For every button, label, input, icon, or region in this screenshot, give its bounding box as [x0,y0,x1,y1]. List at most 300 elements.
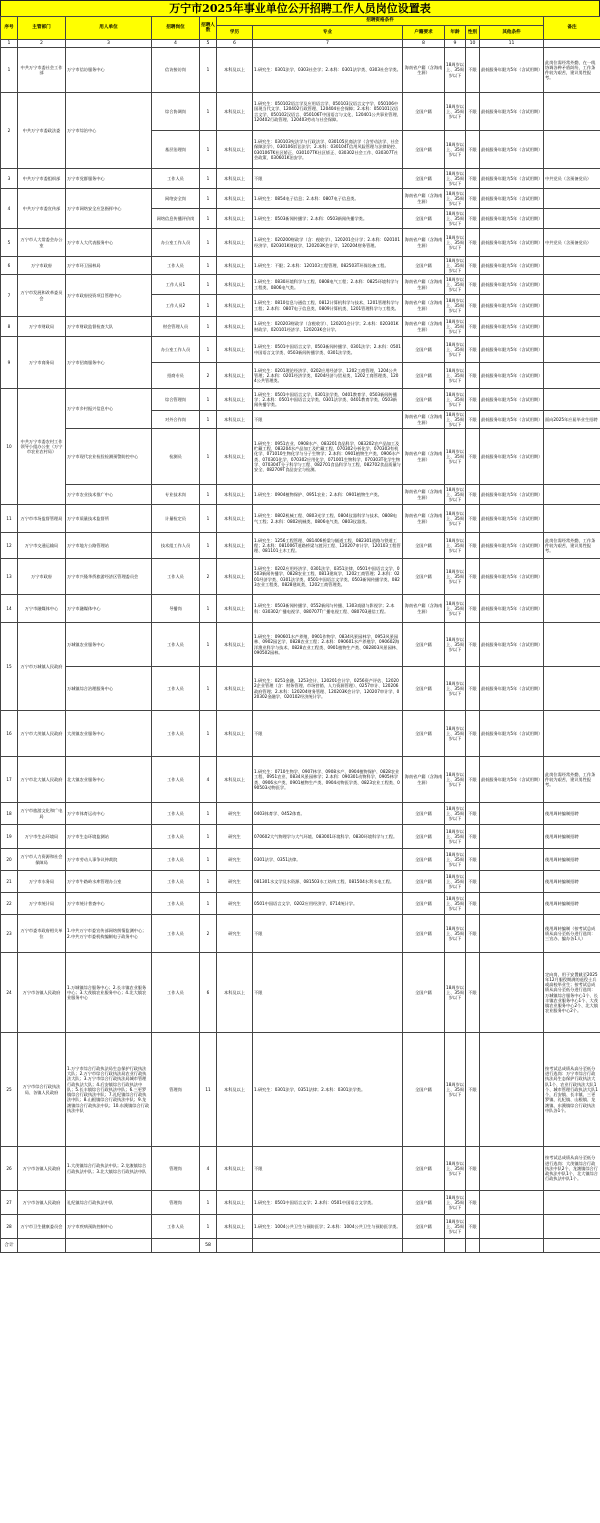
cell-hukou: 全国户籍 [403,559,445,595]
cell-employer: 万宁市疾病预防控制中心 [66,1215,152,1239]
cell-count: 1 [200,229,217,257]
cell-hukou: 海南省户籍（含海南生源） [403,48,445,93]
cell-remark [544,505,600,533]
cell-major: 1.研究生：不限；2.本科：120103工程管理、082503T环保设备工程。 [253,257,403,275]
cell-remark [544,1191,600,1215]
cell-age: 18周岁以上、35周岁以下 [445,337,466,363]
cell-gender: 不限 [466,257,480,275]
cell-other: 最低服务年限为5年（含试用期） [480,389,544,411]
cell-other: 最低服务年限为5年（含试用期） [480,257,544,275]
cell-post: 网络信息传播评价岗 [152,209,200,229]
cell-seq: 22 [1,893,18,915]
cell-edu: 研究生 [217,803,253,825]
cell-other [480,1147,544,1191]
cell-count: 4 [200,1147,217,1191]
cell-gender: 不限 [466,1147,480,1191]
cell-seq: 2 [1,93,18,169]
cell-major: 1.研究生：0503新闻传播学、0552新闻与传播、1303戏剧与影视学；2.本科：030302广播电视学、080707T广播电视工程、080703通信工程。 [253,595,403,623]
cell-dept: 万宁市市场监督管理局 [18,505,66,533]
cell-hukou: 全国户籍 [403,1147,445,1191]
header-remark: 备注 [544,17,600,40]
col-number: 7 [253,40,403,48]
cell-edu: 本科及以上 [217,131,253,169]
cell-hukou: 全国户籍 [403,209,445,229]
cell-remark [544,429,600,485]
cell-major: 不限 [253,915,403,953]
cell-edu: 本科及以上 [217,595,253,623]
cell-seq: 19 [1,825,18,849]
table-row [1,871,600,893]
cell-major: 1.研究生：0501中国语言文学；2.本科：0501中国语言文学类。 [253,1191,403,1215]
page-title: 万宁市2025年事业单位公开招聘工作人员岗位设置表 [0,0,600,16]
cell-other: 最低服务年限为5年（含试用期） [480,93,544,131]
cell-dept: 万宁市统计局 [18,893,66,915]
cell-other: 最低服务年限为5年（含试用期） [480,275,544,295]
cell-other [480,1191,544,1215]
cell-count: 1 [200,131,217,169]
cell-post: 工作人员 [152,623,200,667]
header-hukou: 户籍要求 [403,26,445,40]
cell-other: 最低服务年限为5年（含试用期） [480,229,544,257]
cell-gender: 不限 [466,169,480,189]
table-row [1,757,600,803]
cell-gender: 不限 [466,711,480,757]
cell-age: 18周岁以上、35周岁以下 [445,711,466,757]
cell-major: 1.研究生：0810信息与通信工程、0812计算机科学与技术、1201管理科学与工程；2.本科：0807电子信息类、0809计算机类、1201管理科学与工程类。 [253,295,403,317]
cell-edu: 本科及以上 [217,533,253,559]
cell-major: 1.研究生：0854电子信息；2.本科：0807电子信息类。 [253,189,403,209]
cell-remark: 此岗位需经常外勤，工作条件较为艰苦，建议男性报考。 [544,533,600,559]
cell-other [480,893,544,915]
cell-edu: 本科及以上 [217,953,253,1033]
cell-hukou: 全国户籍 [403,915,445,953]
cell-edu: 本科及以上 [217,1033,253,1147]
cell-hukou: 海南省户籍（含海南生源） [403,429,445,485]
cell-age: 18周岁以上、35周岁以下 [445,559,466,595]
cell-post: 工作人员 [152,711,200,757]
table-row [1,893,600,915]
col-number: 11 [480,40,544,48]
cell-count: 1 [200,257,217,275]
cell-seq: 21 [1,871,18,893]
cell-dept: 万宁市各镇人民政府 [18,953,66,1033]
cell-post: 信访接访岗 [152,48,200,93]
cell-post: 技术组工作人员 [152,533,200,559]
cell-post: 工作人员 [152,559,200,595]
header-age: 年龄 [445,26,466,40]
cell-count: 1 [200,317,217,337]
cell-remark [544,209,600,229]
cell-gender: 不限 [466,533,480,559]
cell-hukou: 全国户籍 [403,1215,445,1239]
cell-major: 0403体育学、0452体育。 [253,803,403,825]
cell-employer: 万宁市地方公路管理站 [66,533,152,559]
table-row [1,317,600,337]
cell-dept: 万宁市万城镇人民政府 [18,623,66,711]
cell-remark: 使用周转编制招聘 [544,893,600,915]
cell-count: 11 [200,1033,217,1147]
cell-major: 1.研究生：050102语言学及应用语言学、050103汉语言文字学、050106中国现当代文学、120402行政管理、120404社会保障；2.本科：050101汉语言文学、050102汉语言、050106T中国语言与文化、120401公共事业管理、120402行政管理、120403劳动与社会保障。 [253,93,403,131]
col-number: 2 [18,40,66,48]
cell-post: 工作人员 [152,803,200,825]
cell-age: 18周岁以上、35周岁以下 [445,317,466,337]
cell-count: 1 [200,48,217,93]
cell-age: 18周岁以上、35周岁以下 [445,275,466,295]
cell-hukou: 全国户籍 [403,623,445,667]
cell-post: 工作人员 [152,953,200,1033]
cell-post: 工作人员 [152,169,200,189]
cell-hukou: 海南省户籍（含海南生源） [403,275,445,295]
col-number: 5 [200,40,217,48]
cell-seq: 9 [1,337,18,389]
cell-hukou: 全国户籍 [403,533,445,559]
cell-other: 最低服务年限为5年（含试用期） [480,48,544,93]
cell-other: 最低服务年限为5年（含试用期） [480,295,544,317]
cell-gender: 不限 [466,411,480,429]
cell-major: 不限 [253,411,403,429]
cell-gender: 不限 [466,559,480,595]
cell-seq: 24 [1,953,18,1033]
cell-employer: 万宁市网络安全应急指挥中心 [66,189,152,229]
cell-seq: 17 [1,757,18,803]
cell-employer: 万宁市人大代表服务中心 [66,229,152,257]
cell-count: 1 [200,189,217,209]
cell-gender: 不限 [466,1191,480,1215]
cell-gender: 不限 [466,1033,480,1147]
cell-other: 最低服务年限为5年（含试用期） [480,429,544,485]
header-other: 其他条件 [480,26,544,40]
cell-remark [544,667,600,711]
cell-age: 18周岁以上、35周岁以下 [445,1033,466,1147]
cell-hukou: 海南省户籍（含海南生源） [403,189,445,209]
cell-other: 最低服务年限为5年（含试用期） [480,411,544,429]
cell-hukou: 全国户籍 [403,93,445,131]
cell-employer: 北大镇农业服务中心 [66,757,152,803]
cell-other: 最低服务年限为5年（含试用期） [480,189,544,209]
cell-seq: 11 [1,505,18,533]
cell-gender: 不限 [466,389,480,411]
cell-seq: 1 [1,48,18,93]
cell-hukou: 全国户籍 [403,389,445,411]
cell-count: 1 [200,893,217,915]
cell-employer: 1.万城镇综合服务中心；2.长丰镇农业服务中心；3.大茂镇农业服务中心；4.北大镇农业服务中心 [66,953,152,1033]
col-number: 10 [466,40,480,48]
cell-dept: 万宁市大茂镇人民政府 [18,711,66,757]
cell-gender: 不限 [466,667,480,711]
cell-remark: 按考试总成绩从高分至低分进行选岗：大茂镇综合行政执法中队2个、龙滚镇综合行政执法中队1个、北大镇综合行政执法中队1个。 [544,1147,600,1191]
cell-edu: 本科及以上 [217,257,253,275]
cell-post: 财会管理人员 [152,317,200,337]
cell-count: 1 [200,803,217,825]
cell-age: 18周岁以上、35周岁以下 [445,48,466,93]
cell-hukou: 全国户籍 [403,803,445,825]
cell-seq: 15 [1,623,18,711]
cell-edu: 本科及以上 [217,711,253,757]
cell-gender: 不限 [466,1215,480,1239]
cell-seq: 4 [1,189,18,229]
cell-seq: 7 [1,275,18,317]
cell-gender: 不限 [466,209,480,229]
cell-edu: 本科及以上 [217,209,253,229]
col-number: 9 [445,40,466,48]
cell-post: 网络安全岗 [152,189,200,209]
cell-age: 18周岁以上、35周岁以下 [445,295,466,317]
cell-major: 1.研究生：090601水产养殖、0901作物学、0834风景园林学、0953风景园林、0902园艺学、0828农业工程；2.本科：090601水产养殖学、090602海洋渔业科学与技术、0828农业工程类、0901植物生产类、082803风景园林、090502园林。 [253,623,403,667]
table-row [1,505,600,533]
table-row [1,595,600,623]
cell-employer: 万宁市质量技术监督所 [66,505,152,533]
cell-dept: 中共万宁市委农村工作领导小组办公室（万宁市农业农村局） [18,389,66,505]
cell-post: 基层治理岗 [152,131,200,169]
cell-edu: 本科及以上 [217,505,253,533]
cell-post: 工作人员 [152,915,200,953]
cell-dept: 万宁市北大镇人民政府 [18,757,66,803]
cell-employer: 万宁市劳动人事争议仲裁院 [66,849,152,871]
cell-dept: 万宁市委市政府相关单位 [18,915,66,953]
cell-hukou: 全国户籍 [403,257,445,275]
table-row [1,711,600,757]
cell-hukou: 海南省户籍（含海南生源） [403,411,445,429]
cell-remark [544,317,600,337]
table-body [1,48,600,1239]
cell-major: 不限 [253,1147,403,1191]
cell-age: 18周岁以上、35周岁以下 [445,389,466,411]
cell-major: 1.研究生：0904植物保护、0951农业；2.本科：0901植物生产类。 [253,485,403,505]
cell-post: 工作人员1 [152,275,200,295]
cell-remark: 使用周转编制招聘 [544,849,600,871]
cell-edu: 本科及以上 [217,317,253,337]
cell-post: 工作人员 [152,667,200,711]
cell-gender: 不限 [466,825,480,849]
cell-age: 18周岁以上、35周岁以下 [445,189,466,209]
cell-age: 18周岁以上、35周岁以下 [445,1147,466,1191]
cell-remark: 使用周转编制招聘 [544,871,600,893]
recruitment-table [0,16,600,1253]
cell-remark [544,257,600,275]
cell-other [480,1033,544,1147]
cell-hukou: 海南省户籍（含海南生源） [403,295,445,317]
table-row [1,825,600,849]
cell-dept: 万宁市旅游文化和广电局 [18,803,66,825]
cell-other: 最低服务年限为5年（含试用期） [480,533,544,559]
cell-seq: 23 [1,915,18,953]
cell-dept: 万宁市交通运输局 [18,533,66,559]
header-gender: 性别 [466,26,480,40]
cell-other [480,871,544,893]
col-number: 6 [217,40,253,48]
cell-remark: 按考试总成绩从高分至低分进行选岗：万宁市综合行政执法局生态保护行政执法大队1个、农业行政执法大队1个、城市管理行政执法大队1个，后安镇、长丰镇、三更罗镇、礼纪镇、山根镇、龙滚镇、东澳镇综合行政执法中队各1个。 [544,1033,600,1147]
total-count: 58 [200,1239,217,1253]
cell-edu: 本科及以上 [217,229,253,257]
cell-hukou: 全国户籍 [403,849,445,871]
cell-seq: 14 [1,595,18,623]
cell-employer: 万宁市党群服务中心 [66,169,152,189]
cell-count: 1 [200,825,217,849]
cell-post: 管理岗 [152,1147,200,1191]
cell-age: 18周岁以上、35周岁以下 [445,871,466,893]
cell-other: 最低服务年限为5年（含试用期） [480,337,544,363]
cell-gender: 不限 [466,189,480,209]
cell-gender: 不限 [466,229,480,257]
cell-age: 18周岁以上、35周岁以下 [445,131,466,169]
cell-other: 最低服务年限为5年（含试用期） [480,559,544,595]
cell-count: 1 [200,411,217,429]
cell-count: 1 [200,209,217,229]
cell-count: 1 [200,871,217,893]
cell-major: 070602大气物理学与大气环境、083001环境科学、0830环境科学与工程。 [253,825,403,849]
cell-dept: 万宁市人大常委会办公室 [18,229,66,257]
cell-employer: 万宁市兴隆华侨旅游经济区管理委员会 [66,559,152,595]
cell-gender: 不限 [466,871,480,893]
cell-gender: 不限 [466,623,480,667]
cell-employer: 万宁市招商服务中心 [66,337,152,389]
cell-major: 1.研究生：0301法学、0351法律；2.本科：0301法学类。 [253,1033,403,1147]
cell-count: 2 [200,559,217,595]
cell-major: 1.研究生：0501中国语言文学、0301法学类、0401教育学、0503新闻传播学；2.本科：0501中国语言文学类、0301法学类、0401教育学类、0503新闻传播学类。 [253,389,403,411]
cell-count: 1 [200,389,217,411]
cell-age: 18周岁以上、35周岁以下 [445,623,466,667]
cell-other [480,915,544,953]
header-employer: 用人单位 [66,17,152,40]
cell-dept: 万宁市政府 [18,257,66,275]
cell-employer: 万宁市综治中心 [66,93,152,169]
cell-remark [544,295,600,317]
cell-edu: 本科及以上 [217,337,253,363]
cell-edu: 本科及以上 [217,275,253,295]
cell-dept: 万宁市人力资源和社会保障局 [18,849,66,871]
cell-gender: 不限 [466,131,480,169]
cell-employer: 万宁市现代农业检验检测预警防控中心 [66,429,152,485]
cell-age: 18周岁以上、35周岁以下 [445,169,466,189]
table-row [1,1215,600,1239]
cell-age: 18周岁以上、35周岁以下 [445,893,466,915]
cell-post: 工作人员 [152,757,200,803]
cell-age: 18周岁以上、35周岁以下 [445,825,466,849]
table-row [1,485,600,505]
cell-major: 1.研究生：0710生物学、0907林学、0908水产、0904植物保护、0828农业工程、0951农业、0834风景园林学；2.本科：090301动物科学、0905林学类、0906水产类、0901植物生产类、0904动物医学类、0823农业工程类、090503动物医学。 [253,757,403,803]
cell-edu: 本科及以上 [217,1147,253,1191]
cell-age: 18周岁以上、35周岁以下 [445,953,466,1033]
table-row [1,93,600,131]
cell-hukou: 全国户籍 [403,871,445,893]
cell-employer: 万宁市信访服务中心 [66,48,152,93]
cell-remark [544,485,600,505]
cell-gender: 不限 [466,337,480,363]
cell-hukou: 海南省户籍（含海南生源） [403,317,445,337]
cell-seq: 12 [1,533,18,559]
cell-other: 最低服务年限为5年（含试用期） [480,209,544,229]
cell-post: 导播岗 [152,595,200,623]
cell-edu: 研究生 [217,915,253,953]
cell-seq: 5 [1,229,18,257]
cell-dept: 万宁市各镇人民政府 [18,1191,66,1215]
cell-remark [544,363,600,389]
cell-major: 0301法学、0351法律。 [253,849,403,871]
cell-employer: 1.万宁市综合行政执法局生态保护行政执法大队；2.万宁市综合行政执法局农业行政执法大队；3.万宁市综合行政执法局城市管理行政执法大队；4.后安镇综合行政执法中队；5.长丰镇综合行政执法中队；6.三更罗镇综合行政执法中队；7.礼纪镇综合行政执法中队；8.山根镇综合行政执法中队；9.龙滚镇综合行政执法中队；10.东澳镇综合行政执法中队 [66,1033,152,1147]
cell-remark [544,275,600,295]
cell-remark [544,623,600,667]
cell-employer: 万宁市政府投资项目管理中心 [66,275,152,317]
cell-other: 最低服务年限为5年（含试用期） [480,667,544,711]
cell-seq: 16 [1,711,18,757]
cell-gender: 不限 [466,429,480,485]
cell-major: 1.研究生：1256工程管理、081406桥梁与隧道工程、082301道路与铁道工程；2.本科：081006T道路桥梁与渡河工程、120207审计学、120103工程管理、081101土木工程。 [253,533,403,559]
cell-major: 1.研究生：0251金融、1253会计、120201会计学、0256资产评估、120202企业管理（含：财务管理、市场营销、人力资源管理）、0257审计、120206政府管理；2.本科：120204财务管理、120203K会计学、120207审计学、020302金融学、020102经济统计学。 [253,667,403,711]
cell-age: 18周岁以上、35周岁以下 [445,429,466,485]
cell-edu: 本科及以上 [217,559,253,595]
cell-dept: 中共万宁市委政法委 [18,93,66,169]
cell-hukou: 全国户籍 [403,337,445,363]
cell-post: 工作人员 [152,893,200,915]
cell-count: 1 [200,849,217,871]
cell-age: 18周岁以上、35周岁以下 [445,533,466,559]
cell-age: 18周岁以上、35周岁以下 [445,1191,466,1215]
cell-gender: 不限 [466,317,480,337]
col-number: 4 [152,40,200,48]
cell-gender: 不限 [466,757,480,803]
cell-dept: 万宁市水务局 [18,871,66,893]
cell-gender: 不限 [466,595,480,623]
cell-hukou: 全国户籍 [403,131,445,169]
cell-seq: 28 [1,1215,18,1239]
cell-post: 综合管理岗 [152,389,200,411]
cell-remark: 使用周转编制招聘 [544,825,600,849]
cell-hukou: 全国户籍 [403,893,445,915]
cell-employer: 大茂镇农业服务中心 [66,711,152,757]
cell-employer: 万宁市融媒体中心 [66,595,152,623]
cell-employer: 万城镇综合治理服务中心 [66,667,152,711]
cell-age: 18周岁以上、35周岁以下 [445,803,466,825]
cell-age: 18周岁以上、35周岁以下 [445,485,466,505]
cell-employer: 万宁市统计普查中心 [66,893,152,915]
cell-edu: 本科及以上 [217,411,253,429]
cell-other [480,953,544,1033]
cell-major: 1.研究生：0301法学、0303社会学；2.本科：0301法学类、0303社会学类。 [253,48,403,93]
cell-major: 081301水文学及水资源、081503水工结构工程、081504水利水电工程。 [253,871,403,893]
cell-gender: 不限 [466,275,480,295]
cell-post: 工作人员 [152,871,200,893]
cell-post: 招商专员 [152,363,200,389]
table-row [1,667,600,711]
cell-remark: 此岗位需经常外勤，工作条件较为艰苦，建议男性报考。 [544,757,600,803]
table-row [1,337,600,363]
cell-hukou: 全国户籍 [403,1033,445,1147]
table-row [1,1147,600,1191]
table-row [1,849,600,871]
cell-remark: 面向2025年应届毕业生招聘 [544,411,600,429]
cell-post: 工作人员 [152,825,200,849]
cell-other: 最低服务年限为5年（含试用期） [480,595,544,623]
cell-major: 不限 [253,169,403,189]
cell-dept: 万宁市财政局 [18,317,66,337]
cell-post: 检测员 [152,429,200,485]
cell-employer: 1.大茂镇综合行政执法中队；2.龙滚镇综合行政执法中队；3.北大镇综合行政执法中队 [66,1147,152,1191]
cell-edu: 本科及以上 [217,295,253,317]
cell-dept: 万宁市卫生健康委员会 [18,1215,66,1239]
cell-employer: 万宁市生态环境监测站 [66,825,152,849]
cell-age: 18周岁以上、35周岁以下 [445,915,466,953]
cell-major: 0501中国语言文学、0202应用经济学、0714统计学。 [253,893,403,915]
cell-edu: 本科及以上 [217,485,253,505]
cell-major: 不限 [253,953,403,1033]
cell-age: 18周岁以上、35周岁以下 [445,505,466,533]
cell-count: 2 [200,363,217,389]
cell-other [480,849,544,871]
cell-post: 管理岗 [152,1033,200,1147]
table-row [1,169,600,189]
cell-dept: 万宁市生态环境局 [18,825,66,849]
cell-employer: 万宁市体育运动中心 [66,803,152,825]
